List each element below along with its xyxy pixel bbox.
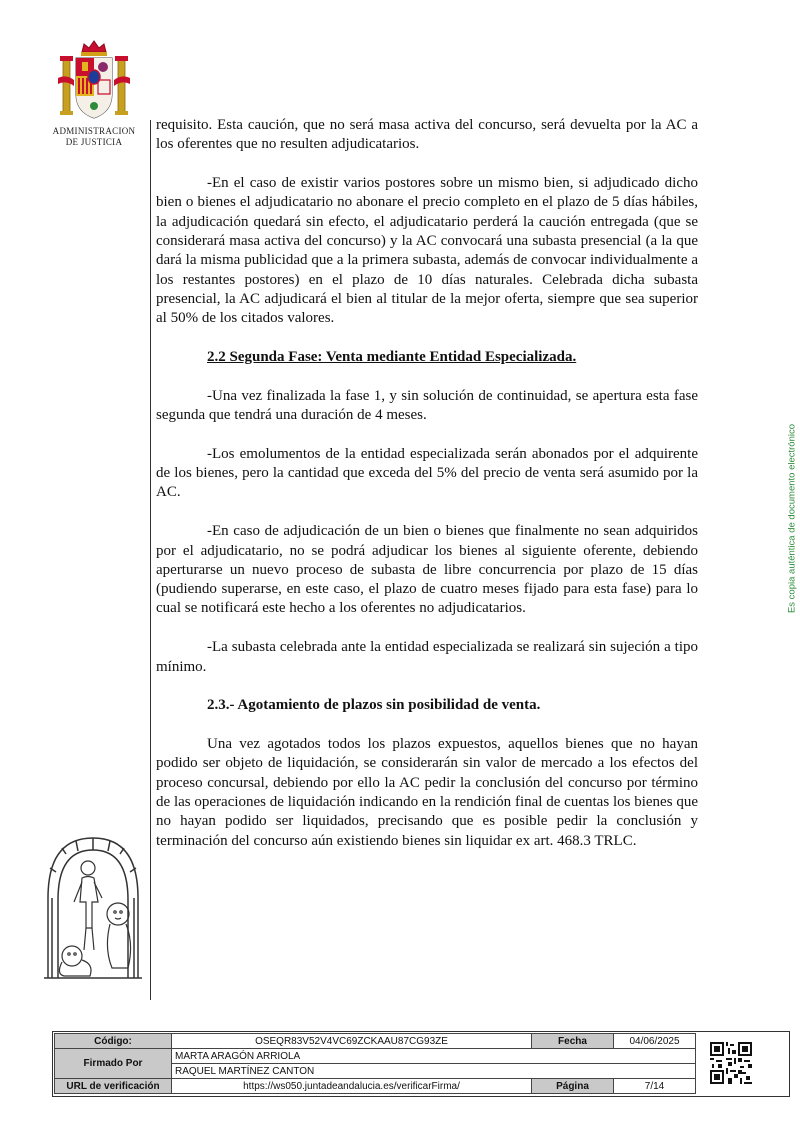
url-label: URL de verificación: [55, 1079, 172, 1094]
section-heading-2-3: 2.3.- Agotamiento de plazos sin posibilidad de venta.: [207, 697, 541, 714]
paragraph-2: -En el caso de existir varios postores sobre un mismo bien, si adjudicado dicho bien o bienes el adjudicatario no abonare el precio completo en el plazo de 5 días hábiles, la adjudicación quedará sin efecto, el adjudicatario perderá la caución entregada (que se considerará masa activa del concurso) y la AC convocará una subasta presencial (a la que dará la misma publicidad que a la primera subasta, además de convocar individualmente a los restantes postores) en el plazo de 10 días naturales. Celebrada dicha subasta presencial, la AC adjudicará el bien al titular de la mejor oferta, siempre que sea superior al 50% de los citados valores.: [156, 175, 698, 327]
paragraph-3: -Una vez finalizada la fase 1, y sin solución de continuidad, se apertura esta fase segunda que tendrá una duración de 4 meses.: [156, 387, 698, 424]
codigo-row: [55, 1034, 696, 1049]
firmado-label: Firmado Por: [55, 1049, 172, 1079]
paragraph-7: Una vez agotados todos los plazos expuestos, aquellos bienes que no hayan podido ser objeto de liquidación, se considerarán sin valor de mercado a los efectos del proceso concursal, debiendo por ello la AC pedir la conclusión del concurso por término de las operaciones de liquidación indicando en la rendición final de cuentas los bienes que no hayan podido ser liquidados, precisando que es posible pedir la conclusión y terminación del concurso aún existiendo bienes sin liquidar ex art. 468.3 TRLC.: [156, 736, 698, 849]
pagina-value: 7/14: [614, 1079, 696, 1094]
firmante-2: RAQUEL MARTÍNEZ CANTON: [172, 1064, 696, 1079]
spanish-coat-of-arms-icon: [54, 38, 134, 124]
document-body: [156, 116, 698, 870]
junta-de-andalucia-emblem-icon: [42, 828, 144, 982]
qr-code-icon: [710, 1042, 752, 1084]
side-note-text: Es copia auténtica de documento electrónico: [786, 423, 798, 614]
firmante-1: MARTA ARAGÓN ARRIOLA: [172, 1049, 696, 1064]
fecha-label: Fecha: [532, 1034, 614, 1049]
verification-table: [54, 1033, 696, 1094]
pagina-label: Página: [532, 1079, 614, 1094]
administracion-justicia-logo: [48, 38, 140, 148]
codigo-label: Código:: [55, 1034, 172, 1049]
logo-caption-line2: DE JUSTICIA: [65, 137, 123, 147]
paragraph-5: -En caso de adjudicación de un bien o bienes que finalmente no sean adquiridos por el adjudicatario, no se podrá adjudicar los bienes al siguiente oferente, debiendo aperturarse un nuevo proceso de subasta de libre concurrencia por plazo de 15 días (pudiendo superarse, en este caso, el plazo de cuatro meses fijado para esta fase) para lo cual se notificará este hecho a los oferentes no adjudicatarios.: [156, 523, 698, 617]
firmante1-row: [55, 1049, 696, 1064]
logo-caption-line1: ADMINISTRACION: [52, 126, 136, 136]
paragraph-6: -La subasta celebrada ante la entidad especializada se realizará sin sujeción a tipo mínimo.: [156, 639, 698, 675]
fecha-value: 04/06/2025: [614, 1034, 696, 1049]
codigo-value: OSEQR83V52V4VC69ZCKAAU87CG93ZE: [172, 1034, 532, 1049]
margin-rule: [150, 120, 151, 1000]
side-note: [782, 423, 798, 615]
verification-footer: [52, 1031, 790, 1097]
paragraph-4: -Los emolumentos de la entidad especializada serán abonados por el adquirente de los bienes, pero la cantidad que exceda del 5% del precio de venta será asumido por la AC.: [156, 445, 698, 501]
url-value[interactable]: https://ws050.juntadeandalucia.es/verificarFirma/: [172, 1079, 532, 1094]
section-heading-2-2: 2.2 Segunda Fase: Venta mediante Entidad Especializada.: [207, 348, 577, 365]
paragraph-1: requisito. Esta caución, que no será masa activa del concurso, será devuelta por la AC a los oferentes que no resulten adjudicatarios.: [156, 117, 698, 153]
url-row: [55, 1079, 696, 1094]
junta-de-andalucia-emblem: [42, 828, 144, 987]
